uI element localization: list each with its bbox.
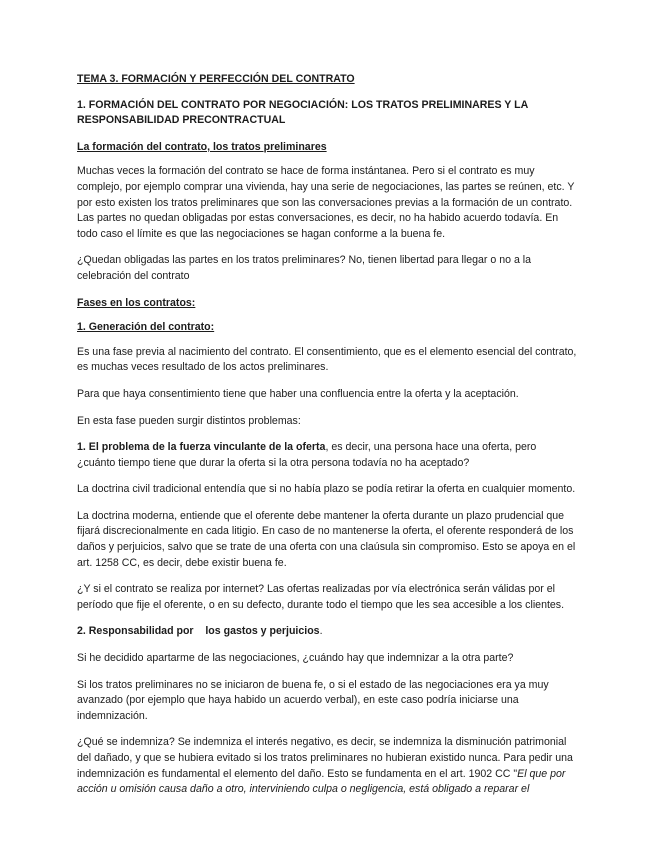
paragraph: Muchas veces la formación del contrato se hace de forma instántanea. Pero si el contrato es muy complejo, por ejemplo comprar una vivienda, hay una serie de negociaciones, las partes se reúnen, etc. Y por esto existen los tratos preliminares que son las conversaciones previas a la formación de un contrato. Las partes no quedan obligadas por estas conversaciones, es decir, no ha habido acuerdo todavía. En todo caso el límite es que las negociaciones se hagan conforme a la buena fe.	[77, 165, 575, 240]
paragraph-text: , es decir, una persona hace una oferta, pero ¿cuánto tiempo tiene que durar la oferta si la otra persona todavía no ha aceptado?	[77, 441, 537, 469]
paragraph: Si he decidido apartarme de las negociaciones, ¿cuándo hay que indemnizar a la otra parte?	[77, 652, 514, 665]
heading-period: .	[319, 625, 323, 638]
heading-part: los gastos y perjuicios	[205, 625, 320, 638]
paragraph: En esta fase pueden surgir distintos problemas:	[77, 414, 301, 427]
paragraph-indemniza	[77, 735, 577, 797]
italic-quote: El que por acción u omisión causa daño a otro, interviniendo culpa o negligencia, está obligado a reparar el	[77, 767, 566, 796]
section-heading: 1. FORMACIÓN DEL CONTRATO POR NEGOCIACIÓN: LOS TRATOS PRELIMINARES Y LA RESPONSABILIDAD PRECONTRACTUAL	[77, 98, 528, 127]
subheading-responsabilidad	[77, 624, 577, 640]
paragraph: Es una fase previa al nacimiento del contrato. El consentimiento, que es el elemento esencial del contrato, es muchas veces resultado de los actos preliminares.	[77, 345, 577, 374]
subheading-formacion: La formación del contrato, los tratos preliminares	[77, 140, 327, 153]
subheading-fases: Fases en los contratos:	[77, 296, 196, 309]
heading-part: 2. Responsabilidad por	[77, 625, 194, 638]
paragraph: La doctrina moderna, entiende que el oferente debe mantener la oferta durante un plazo prudencial que fijará discrecionalmente en cada litigio. En caso de no mantenerse la oferta, el oferente responderá de los daños y perjuicios, salvo que se trate de una oferta con una claúsula sin compromiso. Esto se apoya en el art. 1258 CC, es decir, debe existir buena fe.	[77, 509, 576, 569]
paragraph: Para que haya consentimiento tiene que haber una confluencia entre la oferta y la aceptación.	[77, 387, 519, 400]
paragraph: ¿Quedan obligadas las partes en los tratos preliminares? No, tienen libertad para llegar o no a la celebración del contrato	[77, 254, 532, 282]
paragraph: Si los tratos preliminares no se iniciaron de buena fe, o si el estado de las negociaciones era ya muy avanzado (por ejemplo que haya habido un acuerdo verbal), en este caso podría iniciarse una indemnización.	[77, 678, 549, 722]
paragraph: ¿Y si el contrato se realiza por internet? Las ofertas realizadas por vía electrónica serán válidas por el período que fije el oferente, o en su defecto, durante todo el tiempo que les sea accesible a los clientes.	[77, 583, 565, 611]
bold-lead: 1. El problema de la fuerza vinculante de la oferta	[77, 441, 326, 454]
paragraph-oferta	[77, 440, 577, 471]
subheading-generacion: 1. Generación del contrato:	[77, 321, 215, 334]
document-title: TEMA 3. FORMACIÓN Y PERFECCIÓN DEL CONTRATO	[77, 73, 355, 85]
paragraph-text: ¿Qué se indemniza? Se indemniza el interés negativo, es decir, se indemniza la disminución patrimonial del dañado, y que se hubiera evitado si los tratos preliminares no hubieran existido nunca. Para pedir una indemnización es fundamental el elemento del daño. Esto se fundamenta en el art. 1902 CC "	[77, 736, 573, 780]
paragraph: La doctrina civil tradicional entendía que si no había plazo se podía retirar la oferta en cualquier momento.	[77, 483, 576, 496]
